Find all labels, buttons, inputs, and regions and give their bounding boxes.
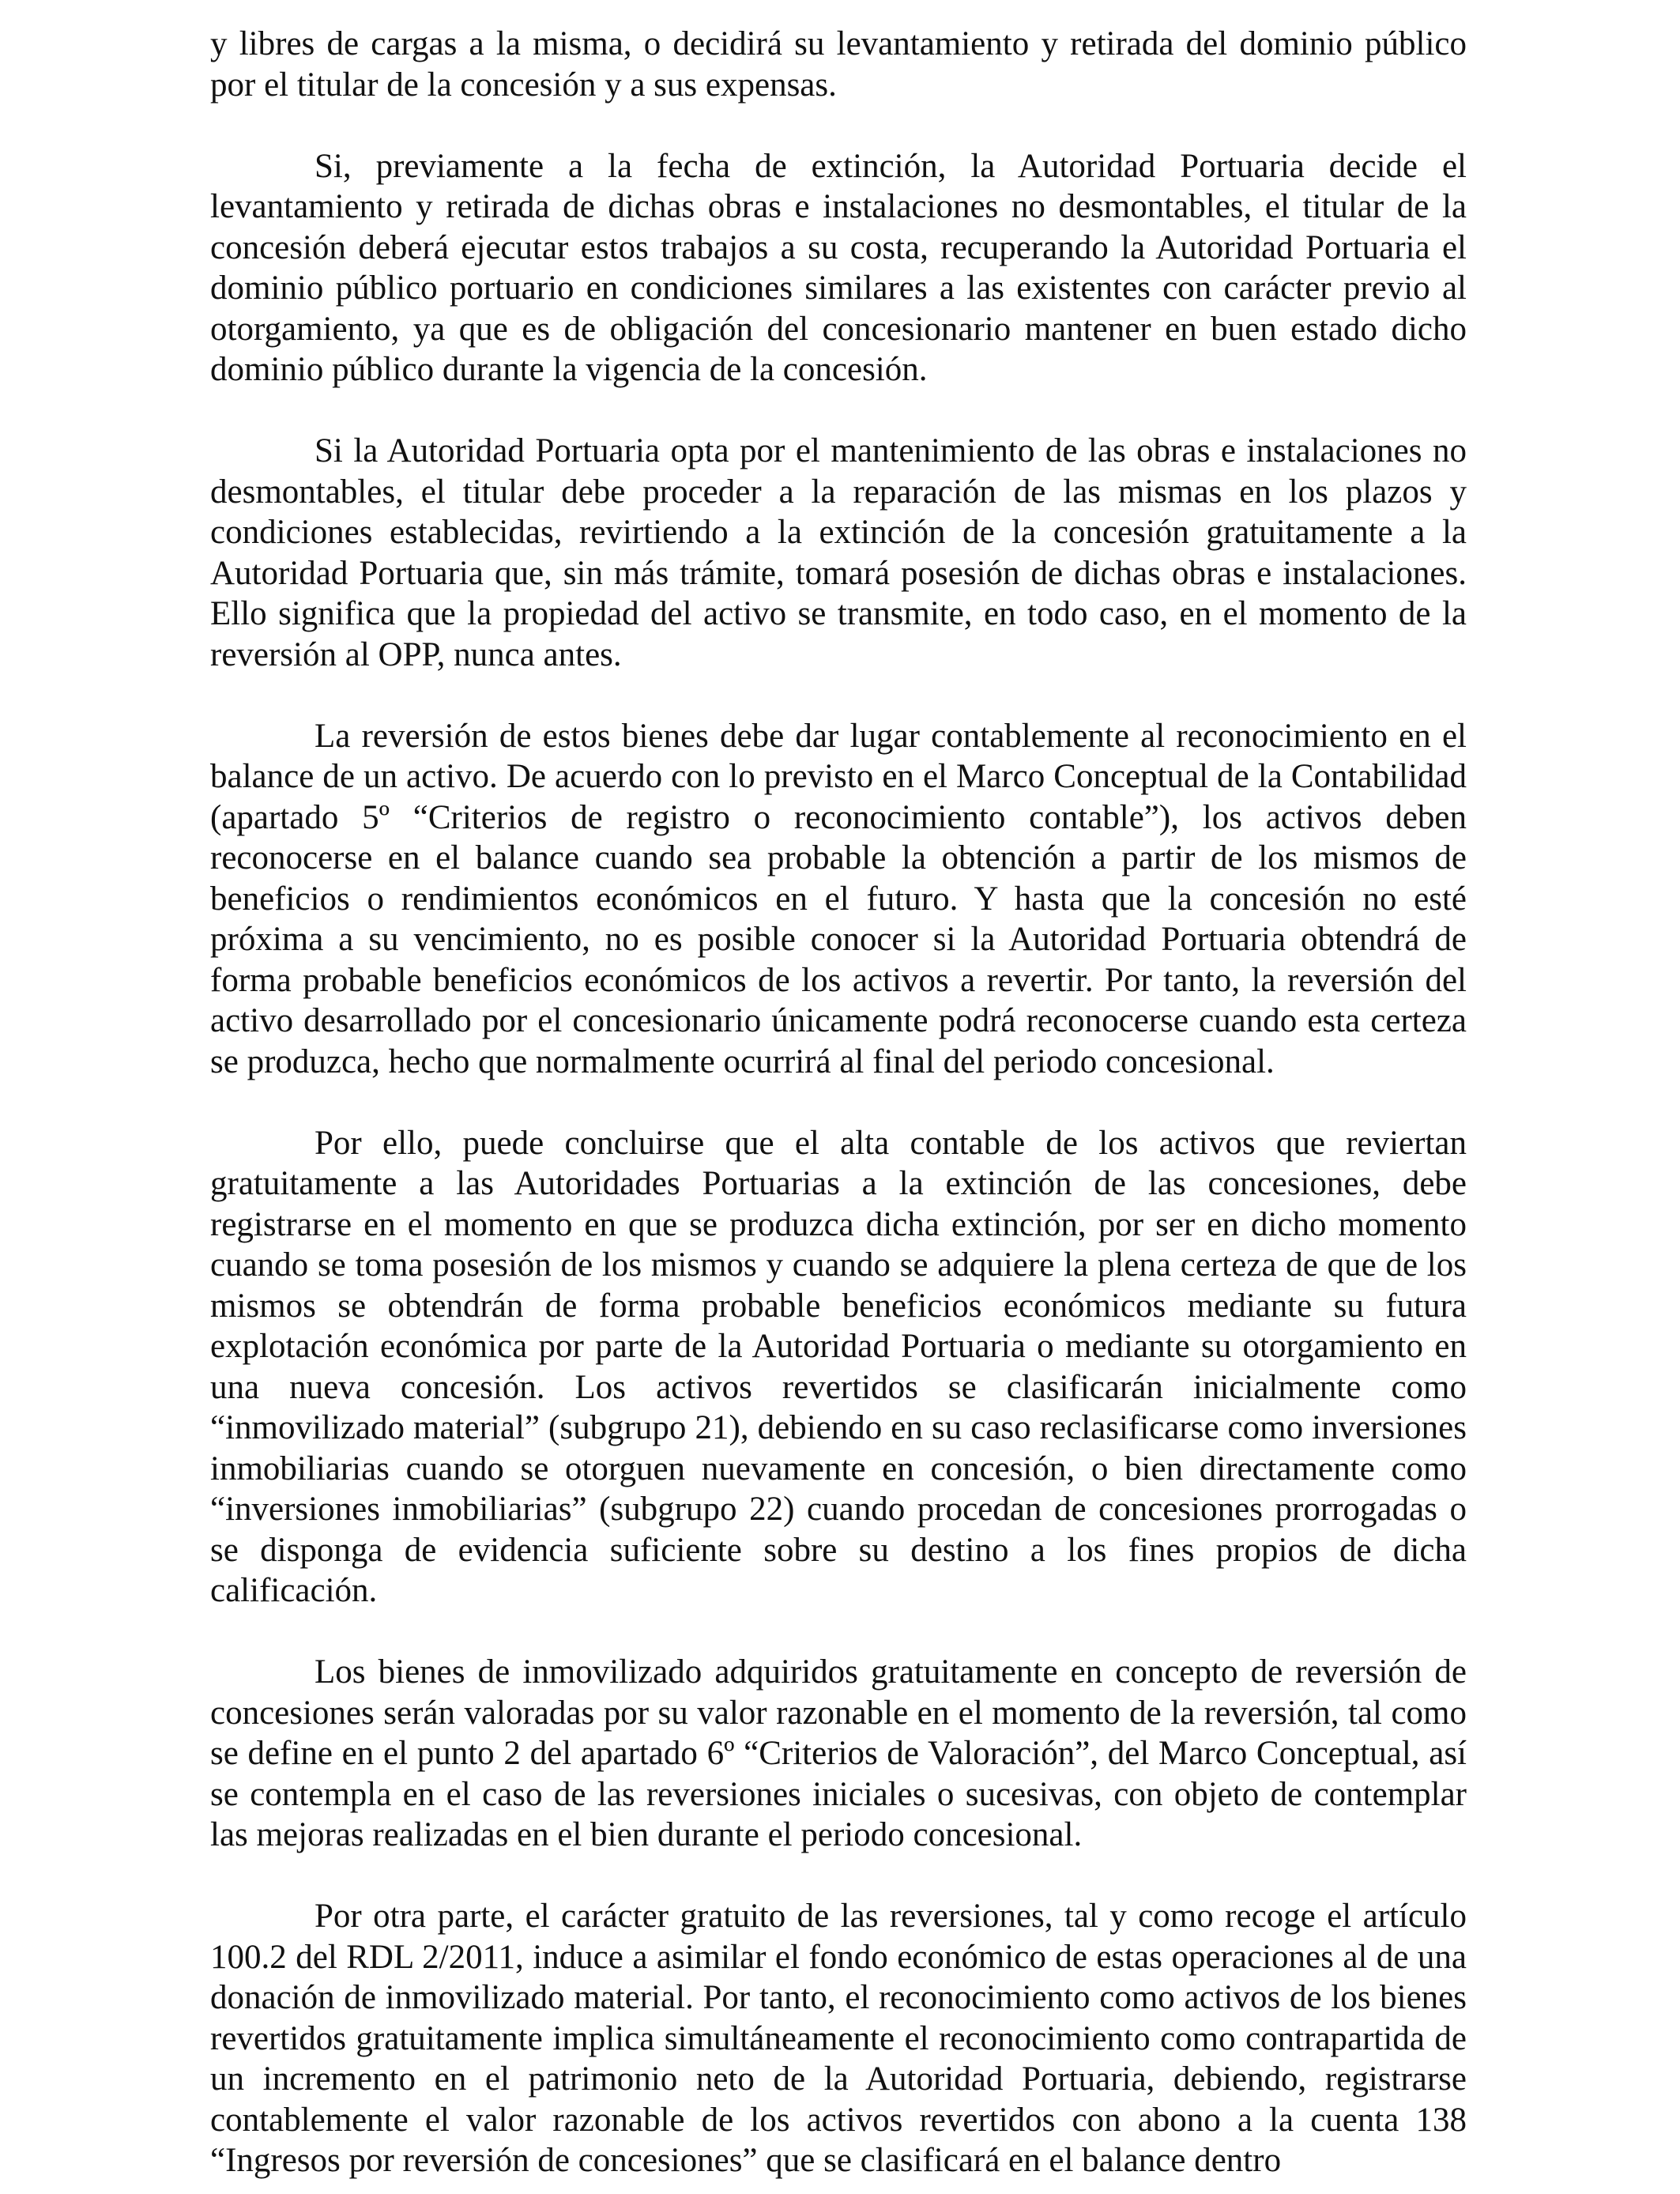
paragraph-1: y libres de cargas a la misma, o decidirá su levantamiento y retirada del dominio público por el titular de la concesión y a sus expensas.	[210, 25, 1467, 104]
paragraph-6: Los bienes de inmovilizado adquiridos gratuitamente en concepto de reversión de concesiones serán valoradas por su valor razonable en el momento de la reversión, tal como se define en el punto 2 del apartado 6º “Criterios de Valoración”, del Marco Conceptual, así se contempla en el caso de las reversiones iniciales o sucesivas, con objeto de contemplar las mejoras realizadas en el bien durante el periodo concesional.	[210, 1653, 1467, 1853]
paragraph-7: Por otra parte, el carácter gratuito de las reversiones, tal y como recoge el artículo 100.2 del RDL 2/2011, induce a asimilar el fondo económico de estas operaciones al de una donación de inmovilizado material. Por tanto, el reconocimiento como activos de los bienes revertidos gratuitamente implica simultáneamente el reconocimiento como contrapartida de un incremento en el patrimonio neto de la Autoridad Portuaria, debiendo, registrarse contablemente el valor razonable de los activos revertidos con abono a la cuenta 138 “Ingresos por reversión de concesiones” que se clasificará en el balance dentro	[210, 1898, 1467, 2179]
paragraph-4: La reversión de estos bienes debe dar lugar contablemente al reconocimiento en el balance de un activo. De acuerdo con lo previsto en el Marco Conceptual de la Contabilidad (apartado 5º “Criterios de registro o reconocimiento contable”), los activos deben reconocerse en el balance cuando sea probable la obtención a partir de los mismos de beneficios o rendimientos económicos en el futuro. Y hasta que la concesión no esté próxima a su vencimiento, no es posible conocer si la Autoridad Portuaria obtendrá de forma probable beneficios económicos de los activos a revertir. Por tanto, la reversión del activo desarrollado por el concesionario únicamente podrá reconocerse cuando esta certeza se produzca, hecho que normalmente ocurrirá al final del periodo concesional.	[210, 717, 1467, 1080]
paragraph-5: Por ello, puede concluirse que el alta contable de los activos que reviertan gratuitamente a las Autoridades Portuarias a la extinción de las concesiones, debe registrarse en el momento en que se produzca dicha extinción, por ser en dicho momento cuando se toma posesión de los mismos y cuando se adquiere la plena certeza de que de los mismos se obtendrán de forma probable beneficios económicos mediante su futura explotación económica por parte de la Autoridad Portuaria o mediante su otorgamiento en una nueva concesión. Los activos revertidos se clasificarán inicialmente como “inmovilizado material” (subgrupo 21), debiendo en su caso reclasificarse como inversiones inmobiliarias cuando se otorguen nuevamente en concesión, o bien directamente como “inversiones inmobiliarias” (subgrupo 22) cuando procedan de concesiones prorrogadas o se disponga de evidencia suficiente sobre su destino a los fines propios de dicha calificación.	[210, 1124, 1467, 1609]
paragraph-2: Si, previamente a la fecha de extinción, la Autoridad Portuaria decide el levantamiento y retirada de dichas obras e instalaciones no desmontables, el titular de la concesión deberá ejecutar estos trabajos a su costa, recuperando la Autoridad Portuaria el dominio público portuario en condiciones similares a las existentes con carácter previo al otorgamiento, ya que es de obligación del concesionario mantener en buen estado dicho dominio público durante la vigencia de la concesión.	[210, 147, 1467, 388]
paragraph-3: Si la Autoridad Portuaria opta por el mantenimiento de las obras e instalaciones no desmontables, el titular debe proceder a la reparación de las mismas en los plazos y condiciones establecidas, revirtiendo a la extinción de la concesión gratuitamente a la Autoridad Portuaria que, sin más trámite, tomará posesión de dichas obras e instalaciones. Ello significa que la propiedad del activo se transmite, en todo caso, en el momento de la reversión al OPP, nunca antes.	[210, 432, 1467, 673]
document-page	[210, 24, 1467, 2181]
